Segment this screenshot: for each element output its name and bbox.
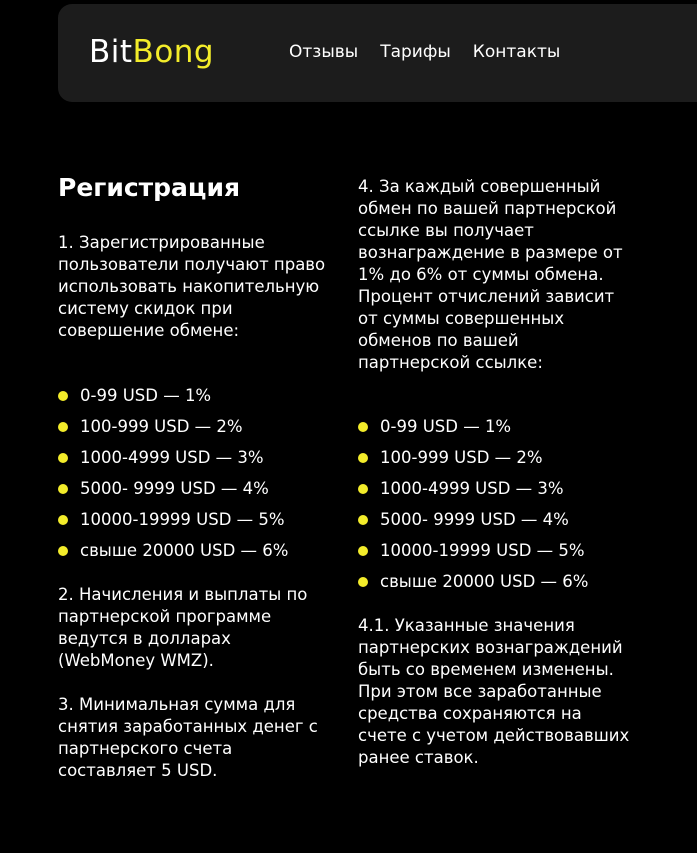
rule-3-text: 3. Минимальная сумма для снятия заработанных денег с партнерского счета составляет 5 USD. — [58, 695, 318, 780]
bullet-icon — [58, 391, 68, 401]
tier-item — [358, 509, 588, 540]
bullet-icon — [358, 577, 368, 587]
tier-label: 1000-4999 USD — 3% — [380, 479, 564, 498]
page-title: Регистрация — [58, 173, 241, 202]
tier-item — [358, 447, 588, 478]
tier-label: 0-99 USD — 1% — [380, 417, 512, 436]
logo-text-bong: Bong — [132, 34, 215, 70]
tier-item — [358, 416, 588, 447]
bullet-icon — [58, 484, 68, 494]
tier-item — [58, 416, 288, 447]
tier-item — [58, 478, 288, 509]
discount-tier-list — [58, 385, 288, 571]
tier-item — [58, 385, 288, 416]
header-bar — [58, 4, 697, 102]
tier-item — [358, 540, 588, 571]
rule-4-1-text: 4.1. Указанные значения партнерских вознаграждений быть со временем изменены. При этом все заработанные средства сохраняются на счете с учетом действовавших ранее ставок. — [358, 616, 630, 767]
tier-label: 5000- 9999 USD — 4% — [380, 510, 569, 529]
tier-label: 5000- 9999 USD — 4% — [80, 479, 269, 498]
rule-4-text: 4. За каждый совершенный обмен по вашей партнерской ссылке вы получает вознаграждение в размере от 1% до 6% от суммы обмена. Процент отчислений зависит от суммы совершенных обменов по вашей партнерской ссылке: — [358, 177, 623, 372]
reward-tier-list — [358, 416, 588, 602]
nav-tariffs-link[interactable]: Тарифы — [380, 42, 451, 62]
tier-label: 0-99 USD — 1% — [80, 386, 212, 405]
tier-item — [358, 571, 588, 602]
bullet-icon — [58, 546, 68, 556]
logo-text-bit: Bit — [89, 34, 133, 70]
tier-label: 100-999 USD — 2% — [80, 417, 243, 436]
tier-label: свыше 20000 USD — 6% — [380, 572, 589, 591]
bullet-icon — [358, 515, 368, 525]
tier-label: 1000-4999 USD — 3% — [80, 448, 264, 467]
bullet-icon — [58, 515, 68, 525]
tier-item — [58, 509, 288, 540]
nav-contacts-link[interactable]: Контакты — [472, 42, 561, 62]
tier-label: 10000-19999 USD — 5% — [80, 510, 285, 529]
bullet-icon — [358, 546, 368, 556]
tier-item — [58, 540, 288, 571]
bullet-icon — [58, 453, 68, 463]
tier-item — [358, 478, 588, 509]
rule-2-text: 2. Начисления и выплаты по партнерской программе ведутся в долларах (WebMoney WMZ). — [58, 585, 308, 670]
main-nav — [289, 42, 560, 62]
bullet-icon — [58, 422, 68, 432]
tier-label: 10000-19999 USD — 5% — [380, 541, 585, 560]
tier-label: 100-999 USD — 2% — [380, 448, 543, 467]
tier-label: свыше 20000 USD — 6% — [80, 541, 289, 560]
bullet-icon — [358, 484, 368, 494]
logo[interactable] — [89, 32, 214, 72]
bullet-icon — [358, 453, 368, 463]
nav-reviews-link[interactable]: Отзывы — [289, 42, 359, 62]
tier-item — [58, 447, 288, 478]
bullet-icon — [358, 422, 368, 432]
rule-1-text: 1. Зарегистрированные пользователи получают право использовать накопительную систему скидок при совершение обмене: — [58, 233, 326, 340]
